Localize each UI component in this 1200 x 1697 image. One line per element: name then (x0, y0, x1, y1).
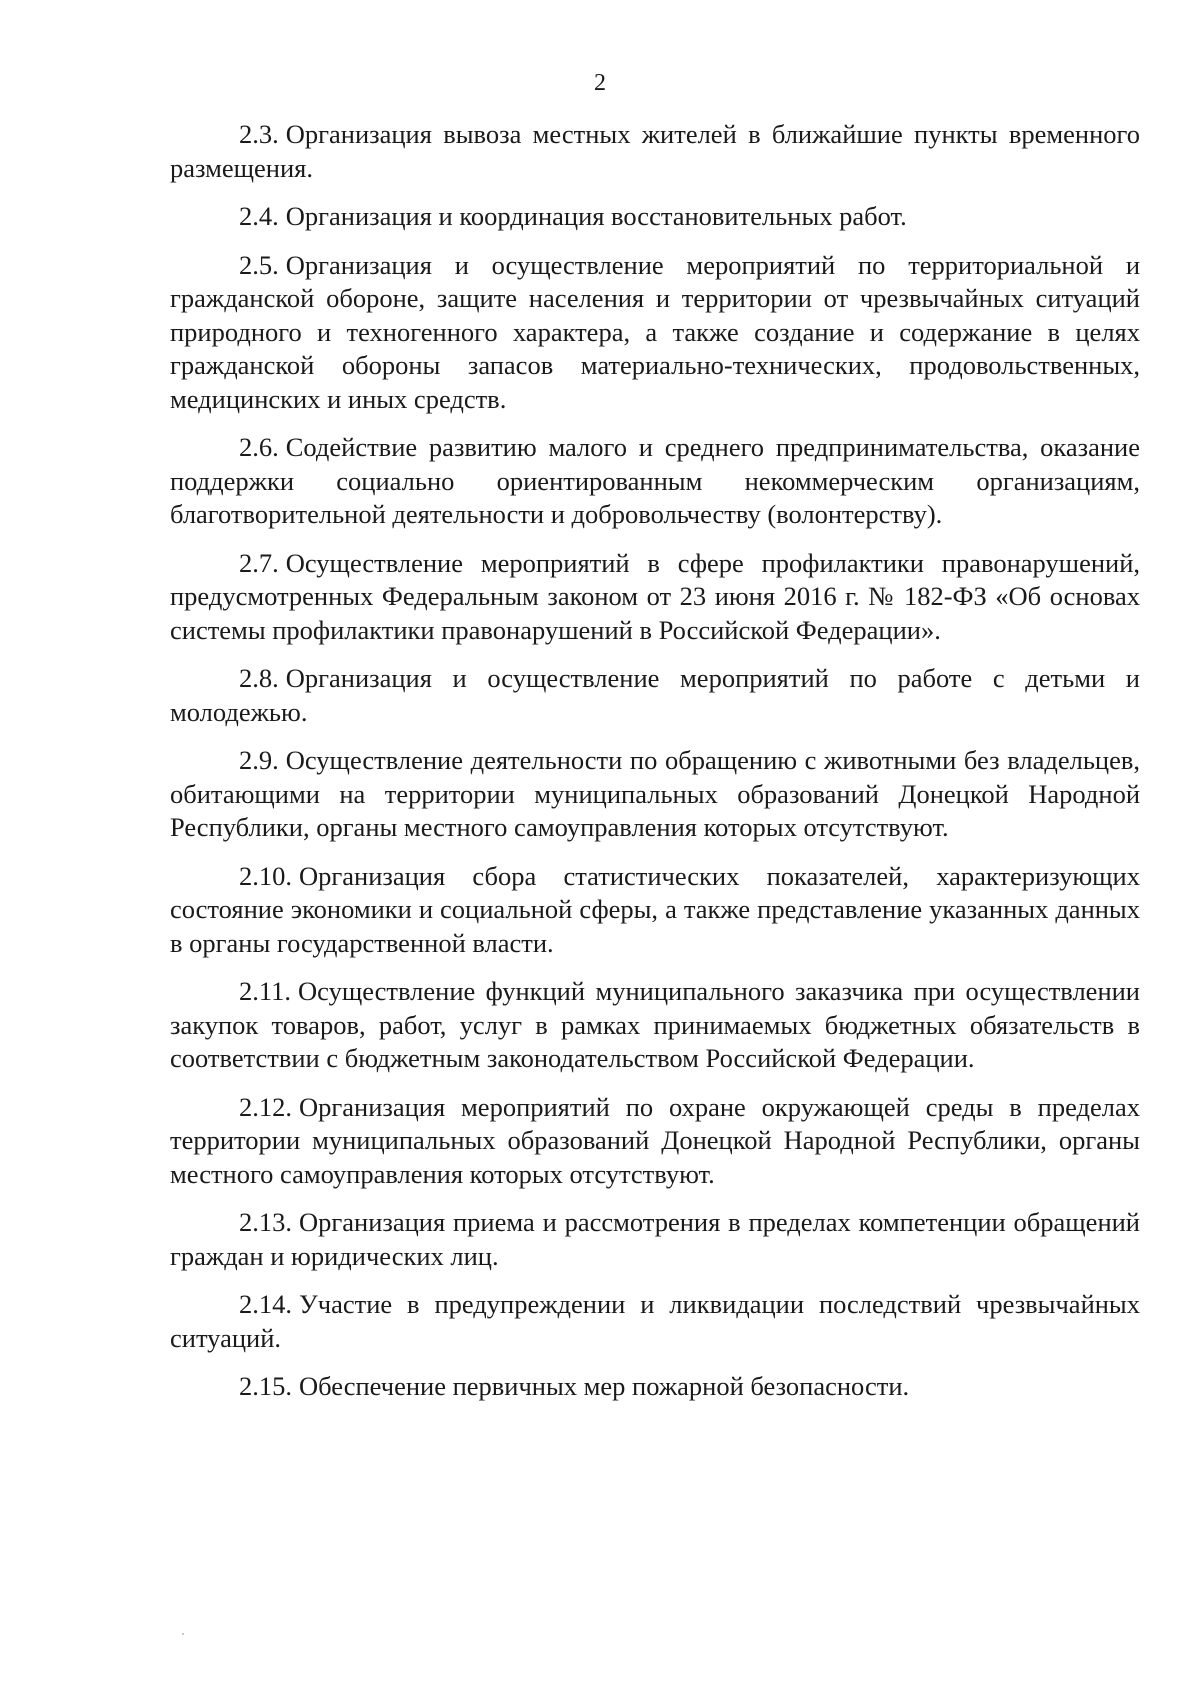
clause-text: Организация и осуществление мероприятий по территориальной и гражданской обороне, защите населения и территории от чрезвычайных ситуаций природного и техногенного характера, а также создание и содержание в целях гражданской обороны запасов материально-технических, продовольственных, медицинских и иных средств. (170, 249, 1140, 414)
document-body (170, 118, 1140, 1419)
clause-number: 2.5. (239, 249, 279, 280)
clause-text: Организация сбора статистических показателей, характеризующих состояние экономики и социальной сферы, а также представление указанных данных в органы государственной власти. (170, 860, 1140, 958)
clause-number: 2.15. (239, 1371, 292, 1401)
clause-text: Организация приема и рассмотрения в пределах компетенции обращений граждан и юридических лиц. (170, 1207, 1140, 1271)
clause-number: 2.13. (239, 1207, 292, 1237)
scan-speck (182, 1633, 184, 1635)
clause-number: 2.6. (239, 432, 279, 462)
clause-2-6 (170, 431, 1140, 532)
clause-2-8 (170, 662, 1140, 729)
clause-2-11 (170, 975, 1140, 1076)
clause-2-9 (170, 744, 1140, 845)
clause-2-13 (170, 1206, 1140, 1273)
clause-number: 2.7. (239, 547, 279, 578)
clause-2-10 (170, 860, 1140, 961)
clause-number: 2.8. (239, 663, 279, 693)
clause-2-5 (170, 249, 1140, 417)
clause-2-14 (170, 1288, 1140, 1355)
clause-text: Обеспечение первичных мер пожарной безопасности. (299, 1371, 910, 1401)
clause-text: Участие в предупреждении и ликвидации последствий чрезвычайных ситуаций. (170, 1289, 1140, 1353)
page-number: 2 (594, 70, 606, 96)
clause-number: 2.14. (239, 1289, 292, 1319)
clause-2-7 (170, 547, 1140, 648)
clause-text: Организация и координация восстановительных работ. (285, 201, 907, 231)
clause-text: Осуществление мероприятий в сфере профилактики правонарушений, предусмотренных Федеральным законом от 23 июня 2016 г. № 182-ФЗ «Об основах системы профилактики правонарушений в Российской Федерации». (170, 547, 1140, 645)
clause-2-3 (170, 118, 1140, 185)
clause-number: 2.9. (239, 745, 279, 775)
clause-text: Организация мероприятий по охране окружающей среды в пределах территории муниципальных образований Донецкой Народной Республики, органы местного самоуправления которых отсутствуют. (170, 1091, 1140, 1189)
clause-2-12 (170, 1091, 1140, 1192)
clause-text: Организация вывоза местных жителей в ближайшие пункты временного размещения. (170, 119, 1140, 183)
clause-number: 2.11. (239, 976, 292, 1006)
clause-text: Осуществление функций муниципального заказчика при осуществлении закупок товаров, работ, услуг в рамках принимаемых бюджетных обязательств в соответствии с бюджетным законодательством Российской Федерации. (170, 976, 1140, 1073)
clause-text: Организация и осуществление мероприятий по работе с детьми и молодежью. (170, 663, 1140, 727)
clause-text: Осуществление деятельности по обращению с животными без владельцев, обитающими на территории муниципальных образований Донецкой Народной Республики, органы местного самоуправления которых отсутствуют. (170, 745, 1140, 842)
clause-number: 2.10. (239, 860, 292, 891)
clause-number: 2.12. (239, 1091, 292, 1122)
clause-number: 2.4. (239, 201, 279, 231)
clause-2-15 (170, 1370, 1140, 1404)
clause-2-4 (170, 200, 1140, 234)
clause-number: 2.3. (239, 119, 279, 149)
clause-text: Содействие развитию малого и среднего предпринимательства, оказание поддержки социально ориентированным некоммерческим организациям, благотворительной деятельности и добровольчеству (волонтерству). (170, 432, 1140, 529)
